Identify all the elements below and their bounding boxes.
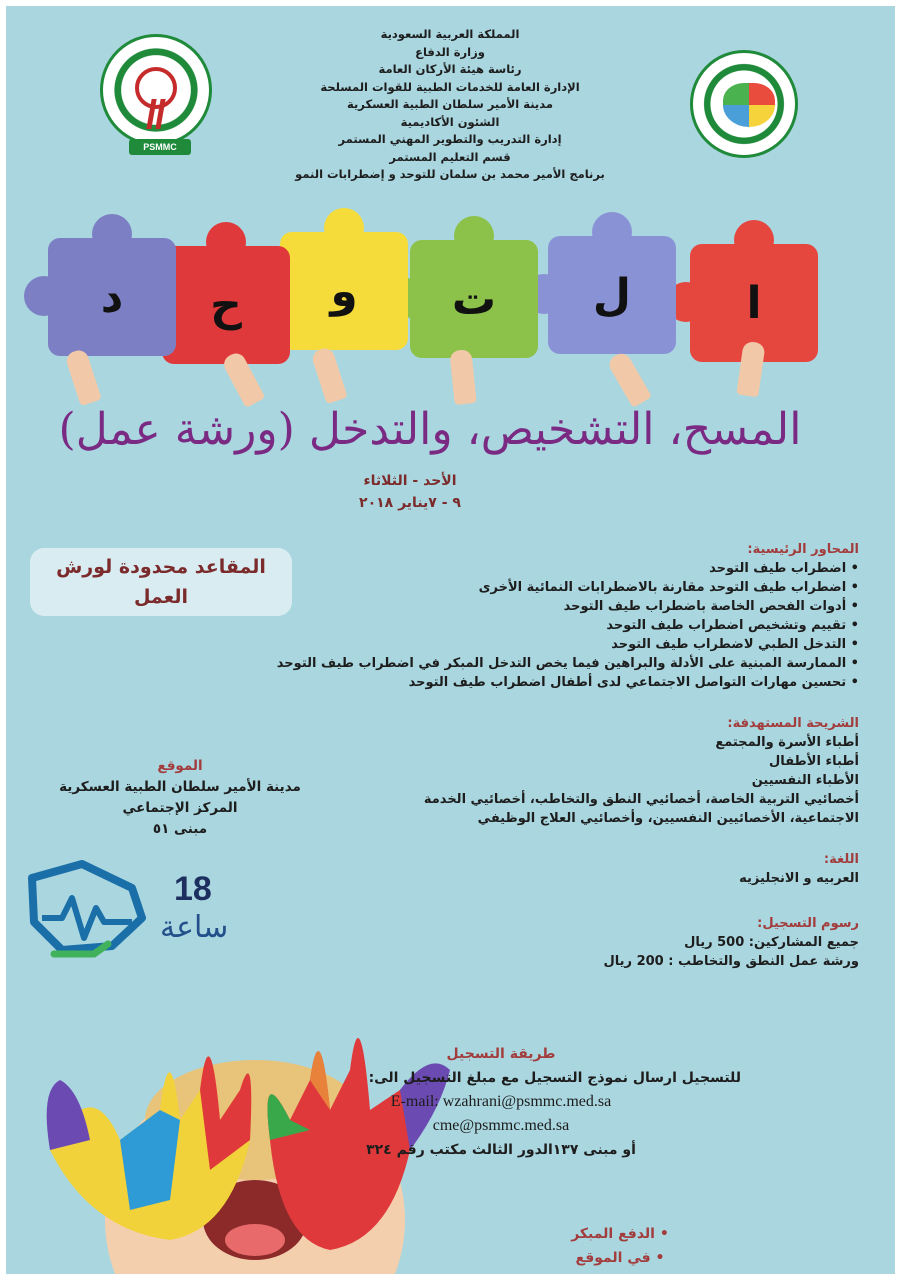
logo-tag: PSMMC [129, 139, 191, 155]
target-audience [339, 714, 859, 828]
saudi-map-heartbeat-icon [22, 858, 152, 968]
header-line: برنامج الأمير محمد بن سلمان للتوحد و إضطرابات النمو [295, 167, 605, 181]
seats-notice: المقاعد محدودة لورش العمل [30, 548, 292, 616]
header-line: الشئون الأكاديمية [400, 114, 500, 129]
autism-program-logo [690, 50, 798, 158]
hand-illustration [310, 346, 348, 404]
puzzle-piece-teh [410, 240, 538, 358]
event-dates [340, 470, 480, 514]
topic-item: • اضطراب طيف التوحد [219, 559, 859, 578]
registration-heading: طريقة التسجيل [446, 1046, 556, 1062]
psmmc-logo [100, 34, 212, 152]
puzzle-piece-dal [48, 238, 176, 356]
puzzle-letter: د [100, 271, 124, 323]
hours-number: 18 [174, 870, 212, 908]
audience-line: الاجتماعية، الأخصائيين النفسيين، وأخصائيي العلاج الوظيفي [477, 811, 859, 826]
header-line: الإدارة العامة للخدمات الطبية للقوات المسلحة [320, 79, 580, 94]
location-line: مدينة الأمير سلطان الطبية العسكرية [59, 779, 301, 795]
fees-heading: رسوم التسجيل: [757, 916, 859, 931]
topic-item: • التدخل الطبي لاضطراب طيف التوحد [219, 635, 859, 654]
event-date-range: ٩ - ٧يناير ٢٠١٨ [359, 495, 461, 511]
header-line: إدارة التدريب والتطوير المهني المستمر [338, 132, 562, 146]
header-line: قسم التعليم المستمر [389, 149, 511, 164]
puzzle-letter: ا [746, 277, 762, 329]
hand-illustration [64, 348, 102, 406]
audience-line: أخصائيي التربية الخاصة، أخصائيي النطق والتخاطب، أخصائيي الخدمة [423, 792, 859, 807]
puzzle-letter: ل [592, 269, 632, 321]
registration-email-1[interactable]: E-mail: wzahrani@psmmc.med.sa [390, 1093, 612, 1110]
topic-item: • تحسين مهارات التواصل الاجتماعي لدى أطفال اضطراب طيف التوحد [219, 673, 859, 692]
location-block [20, 756, 340, 840]
payment-options [560, 1222, 680, 1270]
registration-email-2[interactable]: cme@psmmc.med.sa [432, 1117, 570, 1134]
header-line: رئاسة هيئة الأركان العامة [378, 62, 522, 76]
payment-item: • في الموقع [560, 1246, 680, 1270]
hours-badge [22, 858, 242, 968]
location-heading: الموقع [157, 758, 203, 774]
language-block [559, 850, 859, 888]
header-line: وزارة الدفاع [415, 44, 485, 59]
topic-item: • أدوات الفحص الخاصة باضطراب طيف التوحد [219, 597, 859, 616]
registration-instruction: للتسجيل ارسال نموذج التسجيل مع مبلغ التسجيل الى: [368, 1070, 741, 1086]
event-days: الأحد - الثلاثاء [363, 473, 457, 489]
topic-item: • الممارسة المبنية على الأدلة والبراهين فيما يخص التدخل المبكر في اضطراب طيف التوحد [219, 654, 859, 673]
location-line: مبنى ٥١ [152, 821, 208, 837]
audience-line: أطباء الأطفال [769, 754, 859, 769]
language-heading: اللغة: [823, 852, 859, 867]
puzzle-letter: و [330, 265, 358, 317]
audience-line: الأطباء النفسيين [751, 773, 859, 788]
puzzle-piece-waw [280, 232, 408, 350]
hours-unit: ساعة [160, 910, 229, 945]
registration-block [261, 1042, 741, 1162]
payment-item: • الدفع المبكر [560, 1222, 680, 1246]
language-value: العربيه و الانجليزيه [739, 871, 859, 886]
target-audience-heading: الشريحة المستهدفة: [727, 716, 859, 731]
fee-line: جميع المشاركين: 500 ريال [684, 935, 859, 950]
puzzle-letter: ت [451, 273, 497, 325]
main-topics-heading: المحاور الرئيسية: [747, 542, 859, 557]
audience-line: أطباء الأسرة والمجتمع [715, 735, 859, 750]
fees-block [519, 914, 859, 971]
header-line: مدينة الأمير سلطان الطبية العسكرية [347, 97, 553, 111]
puzzle-letter: ح [210, 279, 242, 331]
puzzle-heart-icon [723, 83, 775, 127]
main-topics [219, 540, 859, 692]
workshop-title: المسح، التشخيص، والتدخل (ورشة عمل) [58, 404, 802, 455]
puzzle-piece-lam [548, 236, 676, 354]
header-line: المملكة العربية السعودية [380, 27, 520, 41]
topic-item: • تقييم وتشخيص اضطراب طيف التوحد [219, 616, 859, 635]
topic-item: • اضطراب طيف التوحد مقارنة بالاضطرابات النمائية الأخرى [219, 578, 859, 597]
fee-line: ورشة عمل النطق والتخاطب : 200 ريال [603, 954, 859, 969]
registration-office: أو مبنى ١٣٧الدور الثالث مكتب رقم ٣٢٤ [366, 1142, 636, 1158]
header-text [270, 26, 630, 184]
puzzle-piece-hah [162, 246, 290, 364]
location-line: المركز الإجتماعي [122, 800, 238, 816]
